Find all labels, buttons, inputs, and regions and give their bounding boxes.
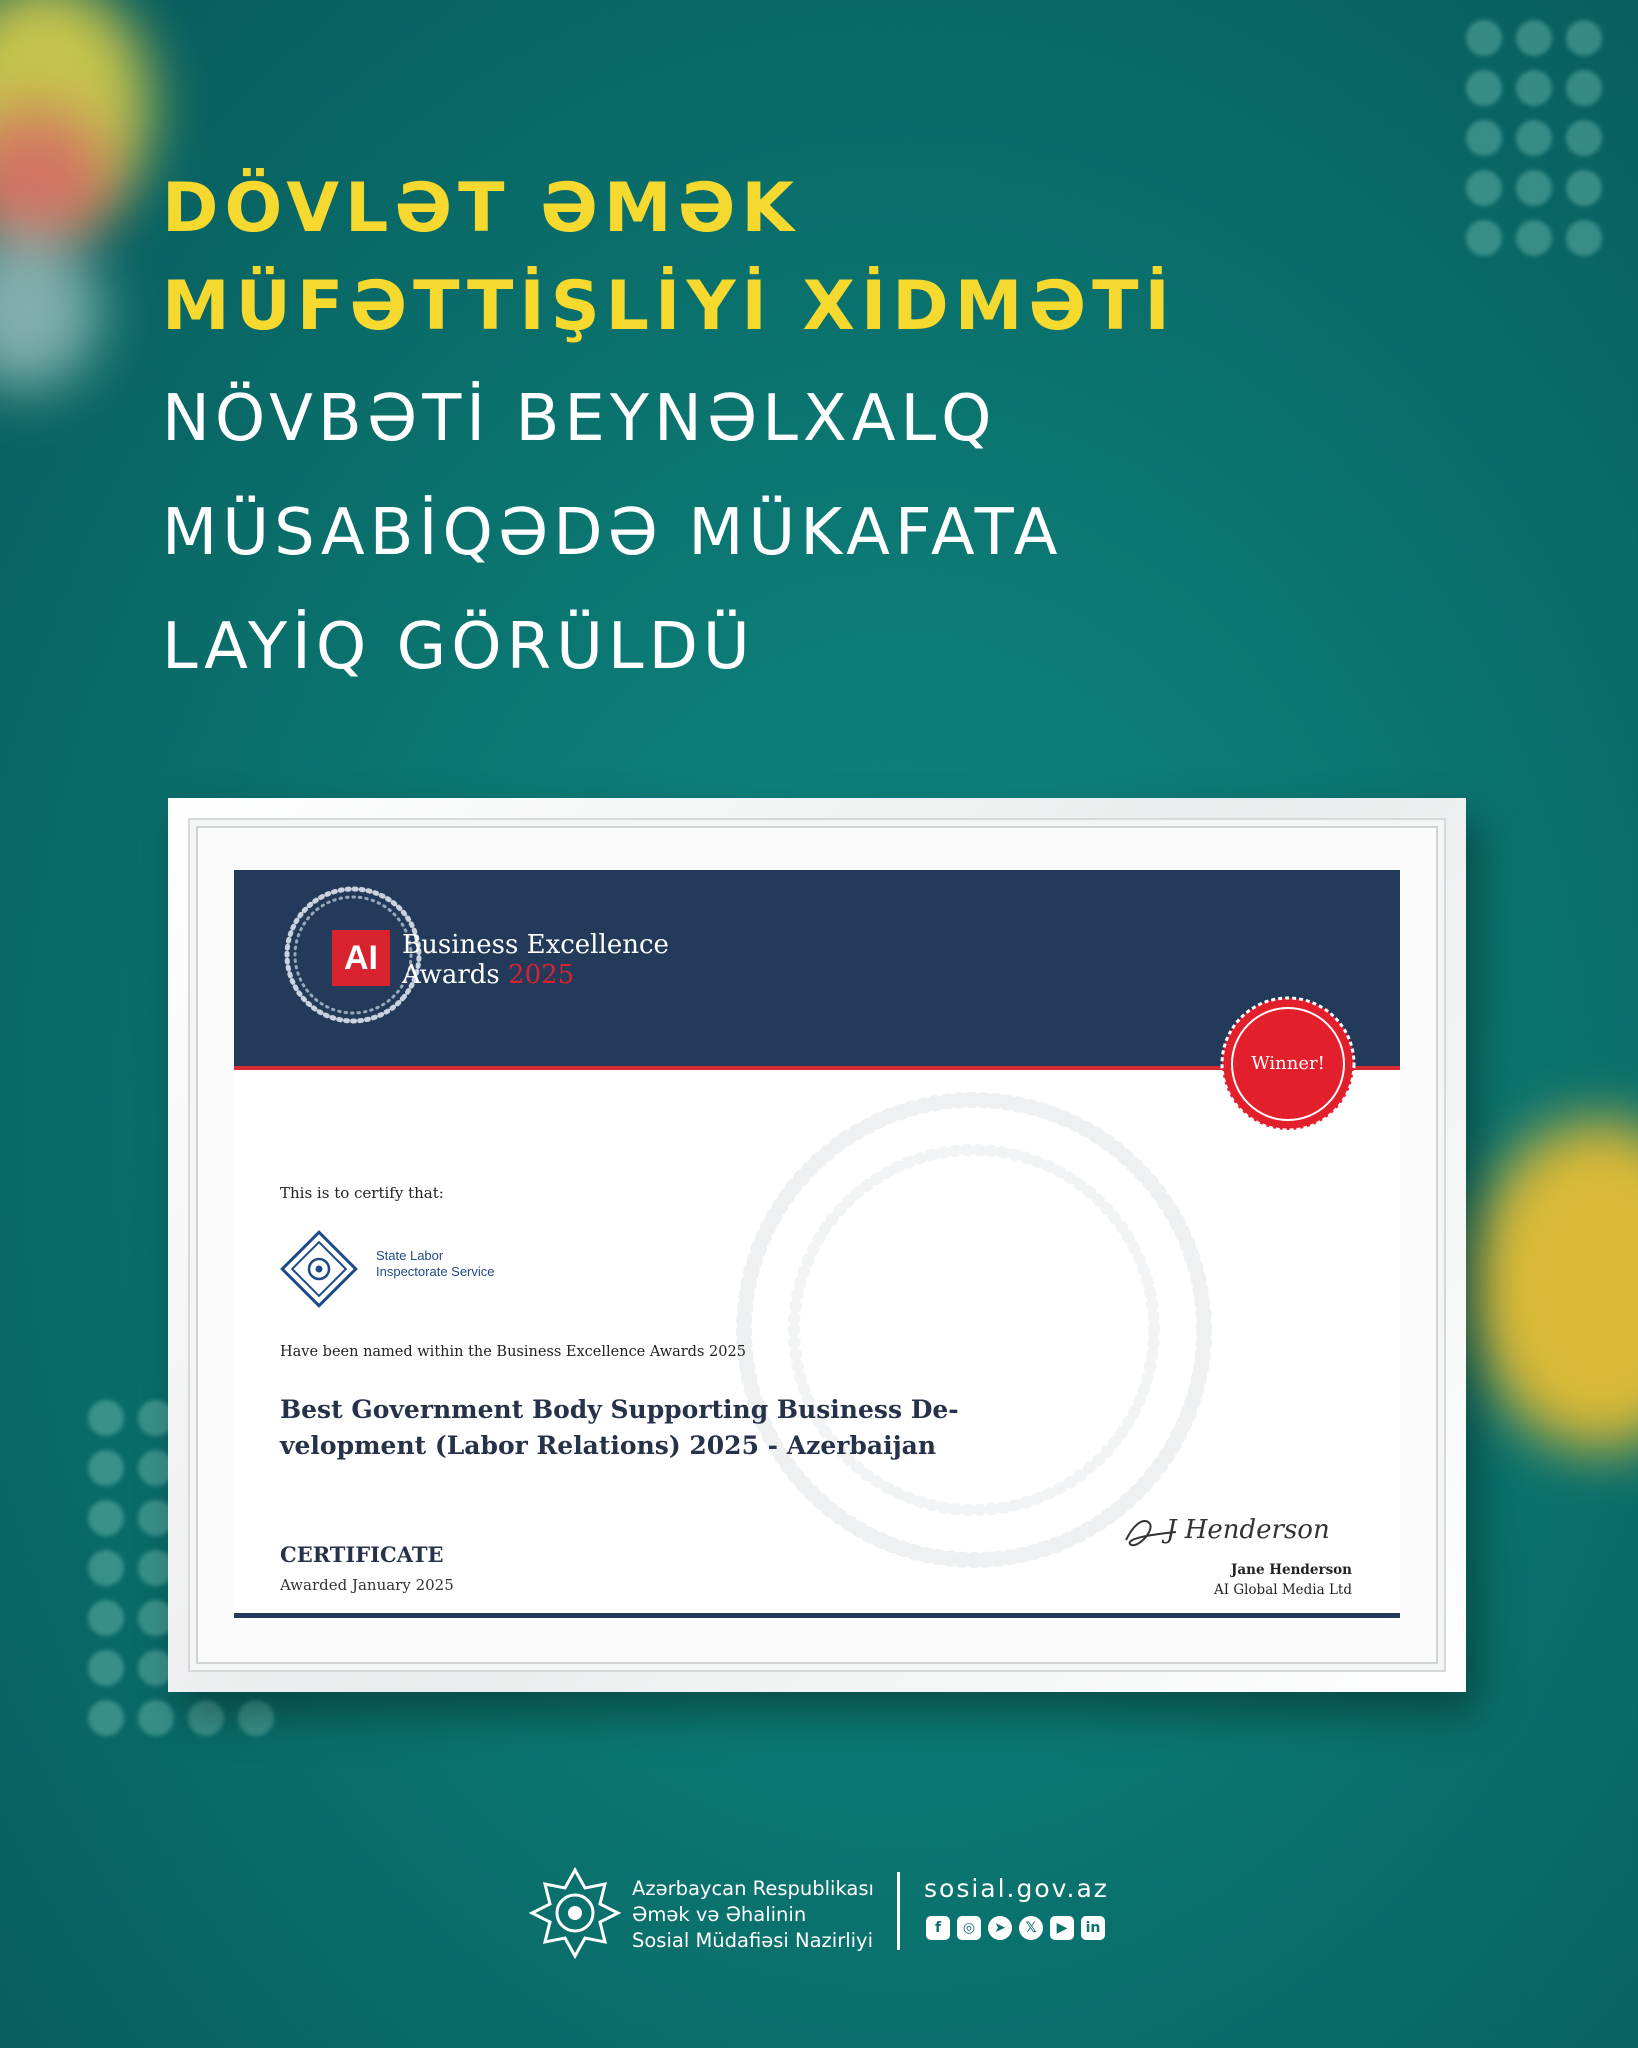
decorative-blur-white — [0, 230, 100, 390]
website-link[interactable]: sosial.gov.az — [924, 1874, 1109, 1903]
instagram-icon[interactable]: ◎ — [957, 1916, 981, 1940]
certify-text: This is to certify that: — [280, 1184, 444, 1202]
x-icon[interactable]: 𝕏 — [1019, 1916, 1043, 1940]
headline-white-line: NÖVBƏTİ BEYNƏLXALQ — [162, 382, 997, 456]
certificate-label: CERTIFICATE — [280, 1542, 444, 1567]
certificate-frame — [168, 798, 1466, 1692]
certificate — [234, 870, 1400, 1624]
headline-yellow-line: DÖVLƏT ƏMƏK — [162, 169, 801, 248]
ai-logo: AI — [332, 930, 390, 986]
awards-brand-name: Business Excellence Awards 2025 — [402, 930, 669, 990]
state-labor-inspectorate-logo-icon — [278, 1228, 360, 1310]
winner-label: Winner! — [1251, 1053, 1325, 1074]
headline — [162, 160, 1176, 704]
headline-yellow-line: MÜFƏTTİŞLİYİ XİDMƏTİ — [162, 267, 1176, 346]
signer-company: AI Global Media Ltd — [1213, 1582, 1352, 1598]
decorative-blur-yellow-right — [1470, 1120, 1638, 1450]
ministry-name: Azərbaycan Respublikası Əmək və Əhalinin Sosial Müdafiəsi Nazirliyi — [632, 1877, 874, 1952]
award-title: Best Government Body Supporting Business De-velopment (Labor Relations) 2025 - Azerbaijan — [280, 1395, 959, 1460]
awarded-date: Awarded January 2025 — [280, 1576, 454, 1594]
headline-white-line: MÜSABİQƏDƏ MÜKAFATA — [162, 496, 1063, 570]
org-name: State Labor Inspectorate Service — [376, 1248, 495, 1279]
ministry-emblem-icon — [528, 1866, 622, 1960]
telegram-icon[interactable]: ➤ — [988, 1916, 1012, 1940]
signature-icon — [1116, 1510, 1356, 1554]
headline-white-line: LAYİQ GÖRÜLDÜ — [162, 610, 755, 684]
social-links — [926, 1916, 1105, 1940]
linkedin-icon[interactable]: in — [1081, 1916, 1105, 1940]
facebook-icon[interactable]: f — [926, 1916, 950, 1940]
signer-block — [1214, 1560, 1352, 1600]
named-text: Have been named within the Business Excellence Awards 2025 — [280, 1344, 746, 1360]
footer-divider — [897, 1872, 900, 1950]
decorative-dot-grid — [1466, 20, 1602, 256]
signer-name: Jane Henderson — [1231, 1562, 1352, 1578]
youtube-icon[interactable]: ▶ — [1050, 1916, 1074, 1940]
signature-text: J Henderson — [1166, 1515, 1330, 1545]
